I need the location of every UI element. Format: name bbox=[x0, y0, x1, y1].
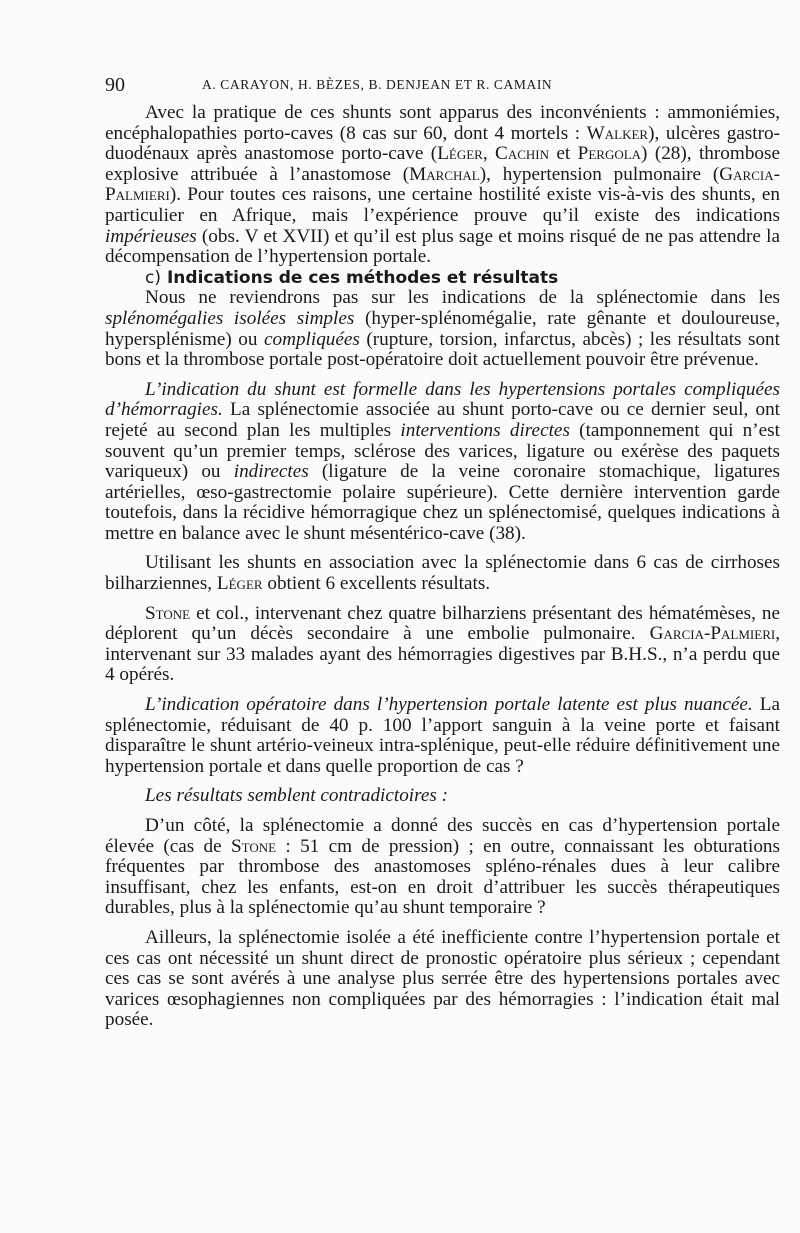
paragraph: Stone et col., intervenant chez quatre bilharziens présentant des hématémèses, ne déplorent qu’un décès secondaire à une embolie pulmonaire. Garcia-Palmieri, intervenant sur 33 malades ayant des hémorragies digestives par B.H.S., n’a perdu que 4 opérés. bbox=[105, 602, 780, 686]
emphasis: interventions directes bbox=[400, 419, 570, 441]
paragraph: L’indication opératoire dans l’hypertension portale latente est plus nuancée. La splénectomie, réduisant de 40 p. 100 l’apport sanguin à la veine porte et faisant disparaître le shunt artério-veineux intra-splénique, peut-elle réduire définitivement une hypertension portale et dans quelle proportion de cas ? bbox=[105, 694, 780, 777]
paragraph: Nous ne reviendrons pas sur les indications de la splénectomie dans les splénomégalies isolées simples (hyper-splénomégalie, rate gênante et douloureuse, hypersplénisme) ou compliquées (rupture, torsion, infarctus, abcès) ; les résultats sont bons et la thrombose portale post-opératoire doit actuellement pouvoir être prévenue. bbox=[105, 287, 781, 371]
emphasis: L’indication opératoire dans l’hypertension portale latente est plus nuancée. bbox=[145, 694, 753, 716]
paragraph: L’indication du shunt est formelle dans les hypertensions portales compliquées d’hémorragies. La splénectomie associée au shunt porto-cave ou ce dernier seul, ont rejeté au second plan les multiples interventions directes (tamponnement qui n’est souvent qu’un premier temps, sclérose des varices, ligature ou exérèse des paquets variqueux) ou indirectes (ligature de la veine coronaire stomachique, ligatures artérielles, œso-gastrectomie polaire supérieure). Cette dernière intervention garde toutefois, dans la récidive hémorragique chez un splénectomisé, quelques indications à mettre en balance avec le shunt mésentérico-cave (38). bbox=[105, 378, 780, 544]
emphasis: L’indication du shunt est formelle dans les hypertensions portales compliquées d’hémorragies. bbox=[105, 378, 780, 421]
emphasis: compliquées bbox=[263, 328, 360, 350]
paragraph bbox=[105, 786, 780, 807]
author-name: Marchal bbox=[409, 163, 480, 185]
section-title: Indications de ces méthodes et résultats bbox=[166, 267, 559, 288]
emphasis: indirectes bbox=[233, 461, 309, 483]
page-header bbox=[105, 74, 705, 98]
author-name: Garcia-Palmieri bbox=[649, 623, 776, 645]
running-head-authors: A. CARAYON, H. BÈZES, B. DENJEAN ET R. CAMAIN bbox=[202, 77, 553, 92]
paragraph: Ailleurs, la splénectomie isolée a été inefficiente contre l’hypertension portale et ces cas ont nécessité un shunt direct de pronostic opératoire plus sérieux ; cependant ces cas se sont avérés à une analyse plus serrée être des hypertensions portales avec varices œsophagiennes non compliquées par des hémorragies : l’indication était mal posée. bbox=[105, 926, 780, 1031]
section-heading bbox=[105, 268, 780, 289]
section-letter: c) bbox=[145, 267, 161, 288]
author-name: Walker bbox=[586, 122, 649, 144]
emphasis: Les résultats semblent contradictoires : bbox=[145, 785, 449, 807]
paragraph: Avec la pratique de ces shunts sont apparus des inconvénients : ammoniémies, encéphalopathies porto-caves (8 cas sur 60, dont 4 mortels : Walker), ulcères gastro-duodénaux après anastomose porto-cave (Léger, Cachin et Pergola) (28), thrombose explosive attribuée à l’anastomose (Marchal), hypertension pulmonaire (Garcia-Palmieri). Pour toutes ces raisons, une certaine hostilité existe vis-à-vis des shunts, en particulier en Afrique, mais l’expérience prouve qu’il existe des indications impérieuses (obs. V et XVII) et qu’il est plus sage et moins risqué de ne pas attendre la décompensation de l’hypertension portale. bbox=[105, 102, 780, 268]
author-name: Garcia-Palmieri bbox=[105, 163, 780, 206]
author-name: Léger bbox=[216, 573, 263, 595]
page-number: 90 bbox=[105, 74, 125, 96]
body-text bbox=[105, 103, 780, 1031]
emphasis: splénomégalies isolées simples bbox=[105, 307, 355, 329]
emphasis: impérieuses bbox=[105, 225, 197, 247]
paragraph: D’un côté, la splénectomie a donné des succès en cas d’hypertension portale élevée (cas de Stone : 51 cm de pression) ; en outre, connaissant les obturations fréquentes par thrombose des anastomoses spléno-rénales dues à leur calibre insuffisant, chez les enfants, est-on en droit d’attribuer les succès thérapeutiques durables, plus à la splénectomie qu’au shunt temporaire ? bbox=[105, 815, 780, 919]
author-name: Stone bbox=[230, 835, 277, 857]
author-name: Léger bbox=[437, 143, 483, 165]
author-name: Cachin bbox=[495, 143, 550, 165]
paragraph: Utilisant les shunts en association avec la splénectomie dans 6 cas de cirrhoses bilharziennes, Léger obtient 6 excellents résultats. bbox=[105, 552, 780, 595]
author-name: Pergola bbox=[577, 143, 642, 165]
author-name: Stone bbox=[145, 602, 191, 624]
